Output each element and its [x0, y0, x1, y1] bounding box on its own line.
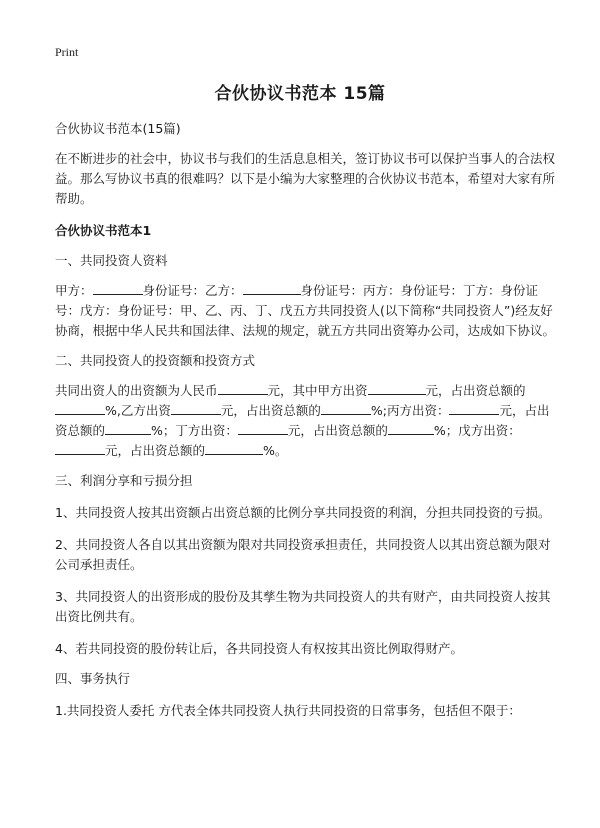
heading-affairs: 四、事务执行 — [55, 671, 131, 686]
investors-text-c: 身份证号：丙方：身份证号：丁方：身份证号：戊方：身份证号：甲、乙、丙、丁、戊五方共同投资人(以下简称“共同投资人”)经友好协商，根据中华人民共和国法律、法规的规定，就五方共同出资筹办公司，达成如下协议。 — [55, 283, 556, 338]
blank-field — [238, 421, 288, 435]
blank-field — [243, 281, 301, 295]
investment-text: %；丁方出资： — [151, 423, 238, 438]
blank-field — [368, 381, 426, 395]
investment-text: %,乙方出资 — [105, 403, 171, 418]
investment-text: 元，占出资总额的 — [425, 383, 526, 398]
blank-field — [105, 421, 151, 435]
blank-field — [321, 401, 371, 415]
investors-text-a: 甲方： — [55, 283, 93, 298]
investors-text-b: 身份证号：乙方： — [142, 283, 243, 298]
clause-2: 2、共同投资人各自以其出资额为限对共同投资承担责任，共同投资人以其出资总额为限对公司承担责任。 — [55, 537, 551, 572]
blank-field — [55, 401, 105, 415]
investment-text: 元，占出资总额的 — [220, 403, 321, 418]
investors-paragraph — [55, 281, 555, 341]
clause-1: 1、共同投资人按其出资额占出资总额的比例分享共同投资的利润，分担共同投资的亏损。 — [55, 505, 551, 520]
investment-text: 共同出资人的出资额为人民币 — [55, 383, 218, 398]
print-label: Print — [55, 45, 79, 59]
blank-field — [171, 401, 221, 415]
clause-4: 4、若共同投资的股份转让后，各共同投资人有权按其出资比例取得财产。 — [55, 641, 463, 656]
blank-field — [388, 421, 434, 435]
investment-text: 元，占出资总额的 — [287, 423, 388, 438]
heading-investors: 一、共同投资人资料 — [55, 253, 168, 268]
investment-text: %；戊方出资： — [433, 423, 521, 438]
document-body — [55, 119, 555, 721]
blank-field — [93, 281, 143, 295]
intro-paragraph: 在不断进步的社会中，协议书与我们的生活息息相关，签订协议书可以保护当事人的合法权益。那么写协议书真的很难吗？以下是小编为大家整理的合伙协议书范本，希望对大家有所帮助。 — [55, 151, 556, 206]
section-title: 合伙协议书范本1 — [55, 223, 152, 238]
blank-field — [218, 381, 268, 395]
blank-field — [205, 441, 263, 455]
document-title: 合伙协议书范本 15篇 — [214, 84, 386, 104]
investment-paragraph — [55, 381, 555, 461]
blank-field — [55, 441, 105, 455]
blank-field — [449, 401, 499, 415]
investment-text: 元，其中甲方出资 — [267, 383, 368, 398]
clause-3: 3、共同投资人的出资形成的股份及其孳生物为共同投资人的共有财产，由共同投资人按其出资比例共有。 — [55, 589, 551, 624]
document-subtitle: 合伙协议书范本(15篇) — [55, 121, 181, 136]
investment-text: 元，占出资总额的 — [105, 443, 206, 458]
heading-profit: 三、利润分享和亏损分担 — [55, 473, 193, 488]
heading-investment: 二、共同投资人的投资额和投资方式 — [55, 353, 256, 368]
investment-text: %。 — [263, 443, 288, 458]
affairs-clause-1: 1.共同投资人委托 方代表全体共同投资人执行共同投资的日常事务，包括但不限于： — [55, 703, 521, 718]
investment-text: 元，占出资总额的 — [55, 403, 550, 438]
investment-text: %;丙方出资： — [370, 403, 450, 418]
